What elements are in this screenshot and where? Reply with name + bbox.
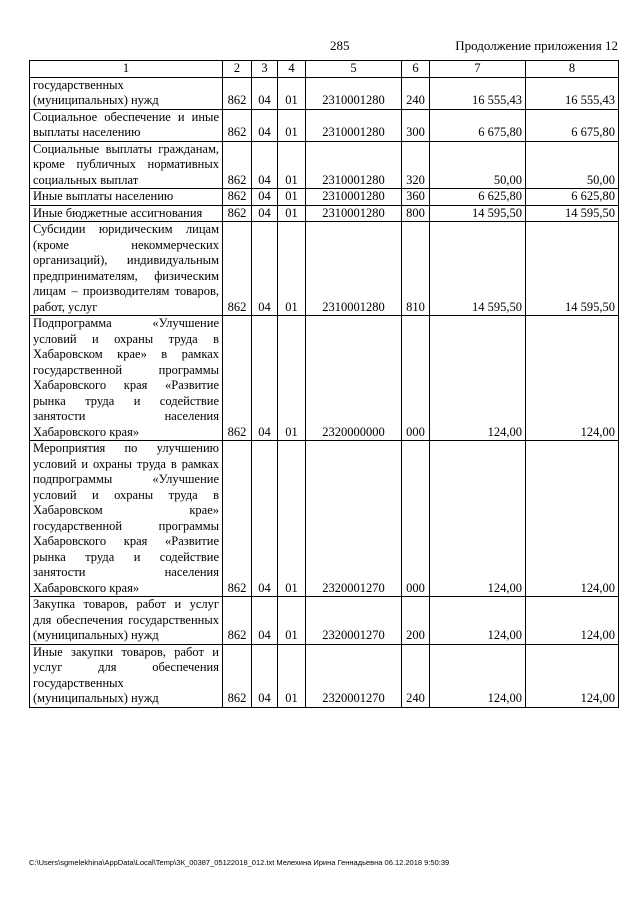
- cell-section: 04: [252, 205, 278, 222]
- cell-amount-2: 50,00: [526, 141, 619, 189]
- cell-amount-1: 124,00: [430, 644, 526, 707]
- cell-amount-2: 124,00: [526, 316, 619, 441]
- column-header: 5: [306, 61, 402, 78]
- cell-section: 04: [252, 597, 278, 645]
- cell-amount-1: 124,00: [430, 316, 526, 441]
- cell-target-article: 2320001270: [306, 644, 402, 707]
- table-row: [30, 109, 619, 141]
- cell-amount-1: 124,00: [430, 441, 526, 597]
- cell-amount-2: 6 625,80: [526, 189, 619, 206]
- row-name: Иные выплаты населению: [30, 189, 223, 206]
- table-row: [30, 644, 619, 707]
- cell-section: 04: [252, 441, 278, 597]
- cell-section: 04: [252, 141, 278, 189]
- cell-amount-2: 124,00: [526, 441, 619, 597]
- column-header: 3: [252, 61, 278, 78]
- row-name: Субсидии юридическим лицам (кроме некоммерческих организаций), индивидуальным предпринимателям, физическим лицам – производителям товаров, работ, услуг: [30, 222, 223, 316]
- cell-amount-2: 14 595,50: [526, 205, 619, 222]
- header-row: [30, 61, 619, 78]
- continuation-title: Продолжение приложения 12: [455, 38, 618, 53]
- cell-ministry: 862: [223, 222, 252, 316]
- cell-subsection: 01: [278, 222, 306, 316]
- table-row: [30, 205, 619, 222]
- cell-ministry: 862: [223, 597, 252, 645]
- row-name: Иные закупки товаров, работ и услуг для обеспечения государственных (муниципальных) нужд: [30, 644, 223, 707]
- cell-amount-1: 14 595,50: [430, 222, 526, 316]
- cell-target-article: 2310001280: [306, 205, 402, 222]
- cell-target-article: 2310001280: [306, 77, 402, 109]
- column-header: 4: [278, 61, 306, 78]
- column-header: 8: [526, 61, 619, 78]
- page-number: 285: [330, 38, 350, 53]
- cell-expense-type: 810: [402, 222, 430, 316]
- table-row: [30, 441, 619, 597]
- table-row: [30, 316, 619, 441]
- cell-expense-type: 800: [402, 205, 430, 222]
- cell-ministry: 862: [223, 441, 252, 597]
- cell-subsection: 01: [278, 597, 306, 645]
- row-name: государственных (муниципальных) нужд: [30, 77, 223, 109]
- cell-expense-type: 360: [402, 189, 430, 206]
- cell-ministry: 862: [223, 141, 252, 189]
- row-name: Социальное обеспечение и иные выплаты населению: [30, 109, 223, 141]
- cell-section: 04: [252, 222, 278, 316]
- row-name: Иные бюджетные ассигнования: [30, 205, 223, 222]
- table-row: [30, 597, 619, 645]
- cell-amount-1: 6 675,80: [430, 109, 526, 141]
- cell-target-article: 2310001280: [306, 141, 402, 189]
- cell-target-article: 2310001280: [306, 109, 402, 141]
- cell-ministry: 862: [223, 109, 252, 141]
- cell-expense-type: 240: [402, 644, 430, 707]
- row-name: Мероприятия по улучшению условий и охраны труда в рамках подпрограммы «Улучшение условий и охраны труда в Хабаровском крае» государственной программы Хабаровского края «Развитие рынка труда и содействие занятости населения Хабаровского края»: [30, 441, 223, 597]
- cell-expense-type: 300: [402, 109, 430, 141]
- column-header: 7: [430, 61, 526, 78]
- cell-subsection: 01: [278, 109, 306, 141]
- cell-ministry: 862: [223, 205, 252, 222]
- cell-amount-1: 50,00: [430, 141, 526, 189]
- cell-subsection: 01: [278, 316, 306, 441]
- row-name: Подпрограмма «Улучшение условий и охраны труда в Хабаровском крае» в рамках государственной программы Хабаровского края «Развитие рынка труда и содействие занятости населения Хабаровского края»: [30, 316, 223, 441]
- cell-ministry: 862: [223, 644, 252, 707]
- cell-amount-2: 124,00: [526, 597, 619, 645]
- column-header: 6: [402, 61, 430, 78]
- cell-expense-type: 320: [402, 141, 430, 189]
- cell-amount-1: 6 625,80: [430, 189, 526, 206]
- cell-expense-type: 000: [402, 316, 430, 441]
- cell-expense-type: 240: [402, 77, 430, 109]
- cell-target-article: 2320001270: [306, 441, 402, 597]
- cell-amount-1: 14 595,50: [430, 205, 526, 222]
- column-header: 1: [30, 61, 223, 78]
- cell-target-article: 2310001280: [306, 189, 402, 206]
- cell-subsection: 01: [278, 77, 306, 109]
- file-path-footer: C:\Users\sgmelekhina\AppData\Local\Temp\ЗК_00387_05122018_012.txt Мелехина Ирина Геннадьевна 06.12.2018 9:50:39: [29, 858, 450, 867]
- cell-section: 04: [252, 316, 278, 441]
- cell-subsection: 01: [278, 189, 306, 206]
- cell-ministry: 862: [223, 189, 252, 206]
- cell-ministry: 862: [223, 77, 252, 109]
- cell-amount-2: 6 675,80: [526, 109, 619, 141]
- cell-section: 04: [252, 77, 278, 109]
- column-header: 2: [223, 61, 252, 78]
- cell-section: 04: [252, 109, 278, 141]
- cell-subsection: 01: [278, 141, 306, 189]
- cell-subsection: 01: [278, 644, 306, 707]
- cell-section: 04: [252, 189, 278, 206]
- budget-table: [29, 60, 619, 708]
- table-row: [30, 222, 619, 316]
- cell-expense-type: 000: [402, 441, 430, 597]
- table-row: [30, 77, 619, 109]
- table-row: [30, 141, 619, 189]
- cell-amount-2: 16 555,43: [526, 77, 619, 109]
- cell-target-article: 2320001270: [306, 597, 402, 645]
- cell-amount-2: 14 595,50: [526, 222, 619, 316]
- cell-subsection: 01: [278, 441, 306, 597]
- cell-expense-type: 200: [402, 597, 430, 645]
- table-row: [30, 189, 619, 206]
- cell-target-article: 2310001280: [306, 222, 402, 316]
- cell-subsection: 01: [278, 205, 306, 222]
- row-name: Социальные выплаты гражданам, кроме публичных нормативных социальных выплат: [30, 141, 223, 189]
- cell-amount-1: 16 555,43: [430, 77, 526, 109]
- cell-section: 04: [252, 644, 278, 707]
- cell-amount-1: 124,00: [430, 597, 526, 645]
- cell-amount-2: 124,00: [526, 644, 619, 707]
- cell-ministry: 862: [223, 316, 252, 441]
- cell-target-article: 2320000000: [306, 316, 402, 441]
- row-name: Закупка товаров, работ и услуг для обеспечения государственных (муниципальных) нужд: [30, 597, 223, 645]
